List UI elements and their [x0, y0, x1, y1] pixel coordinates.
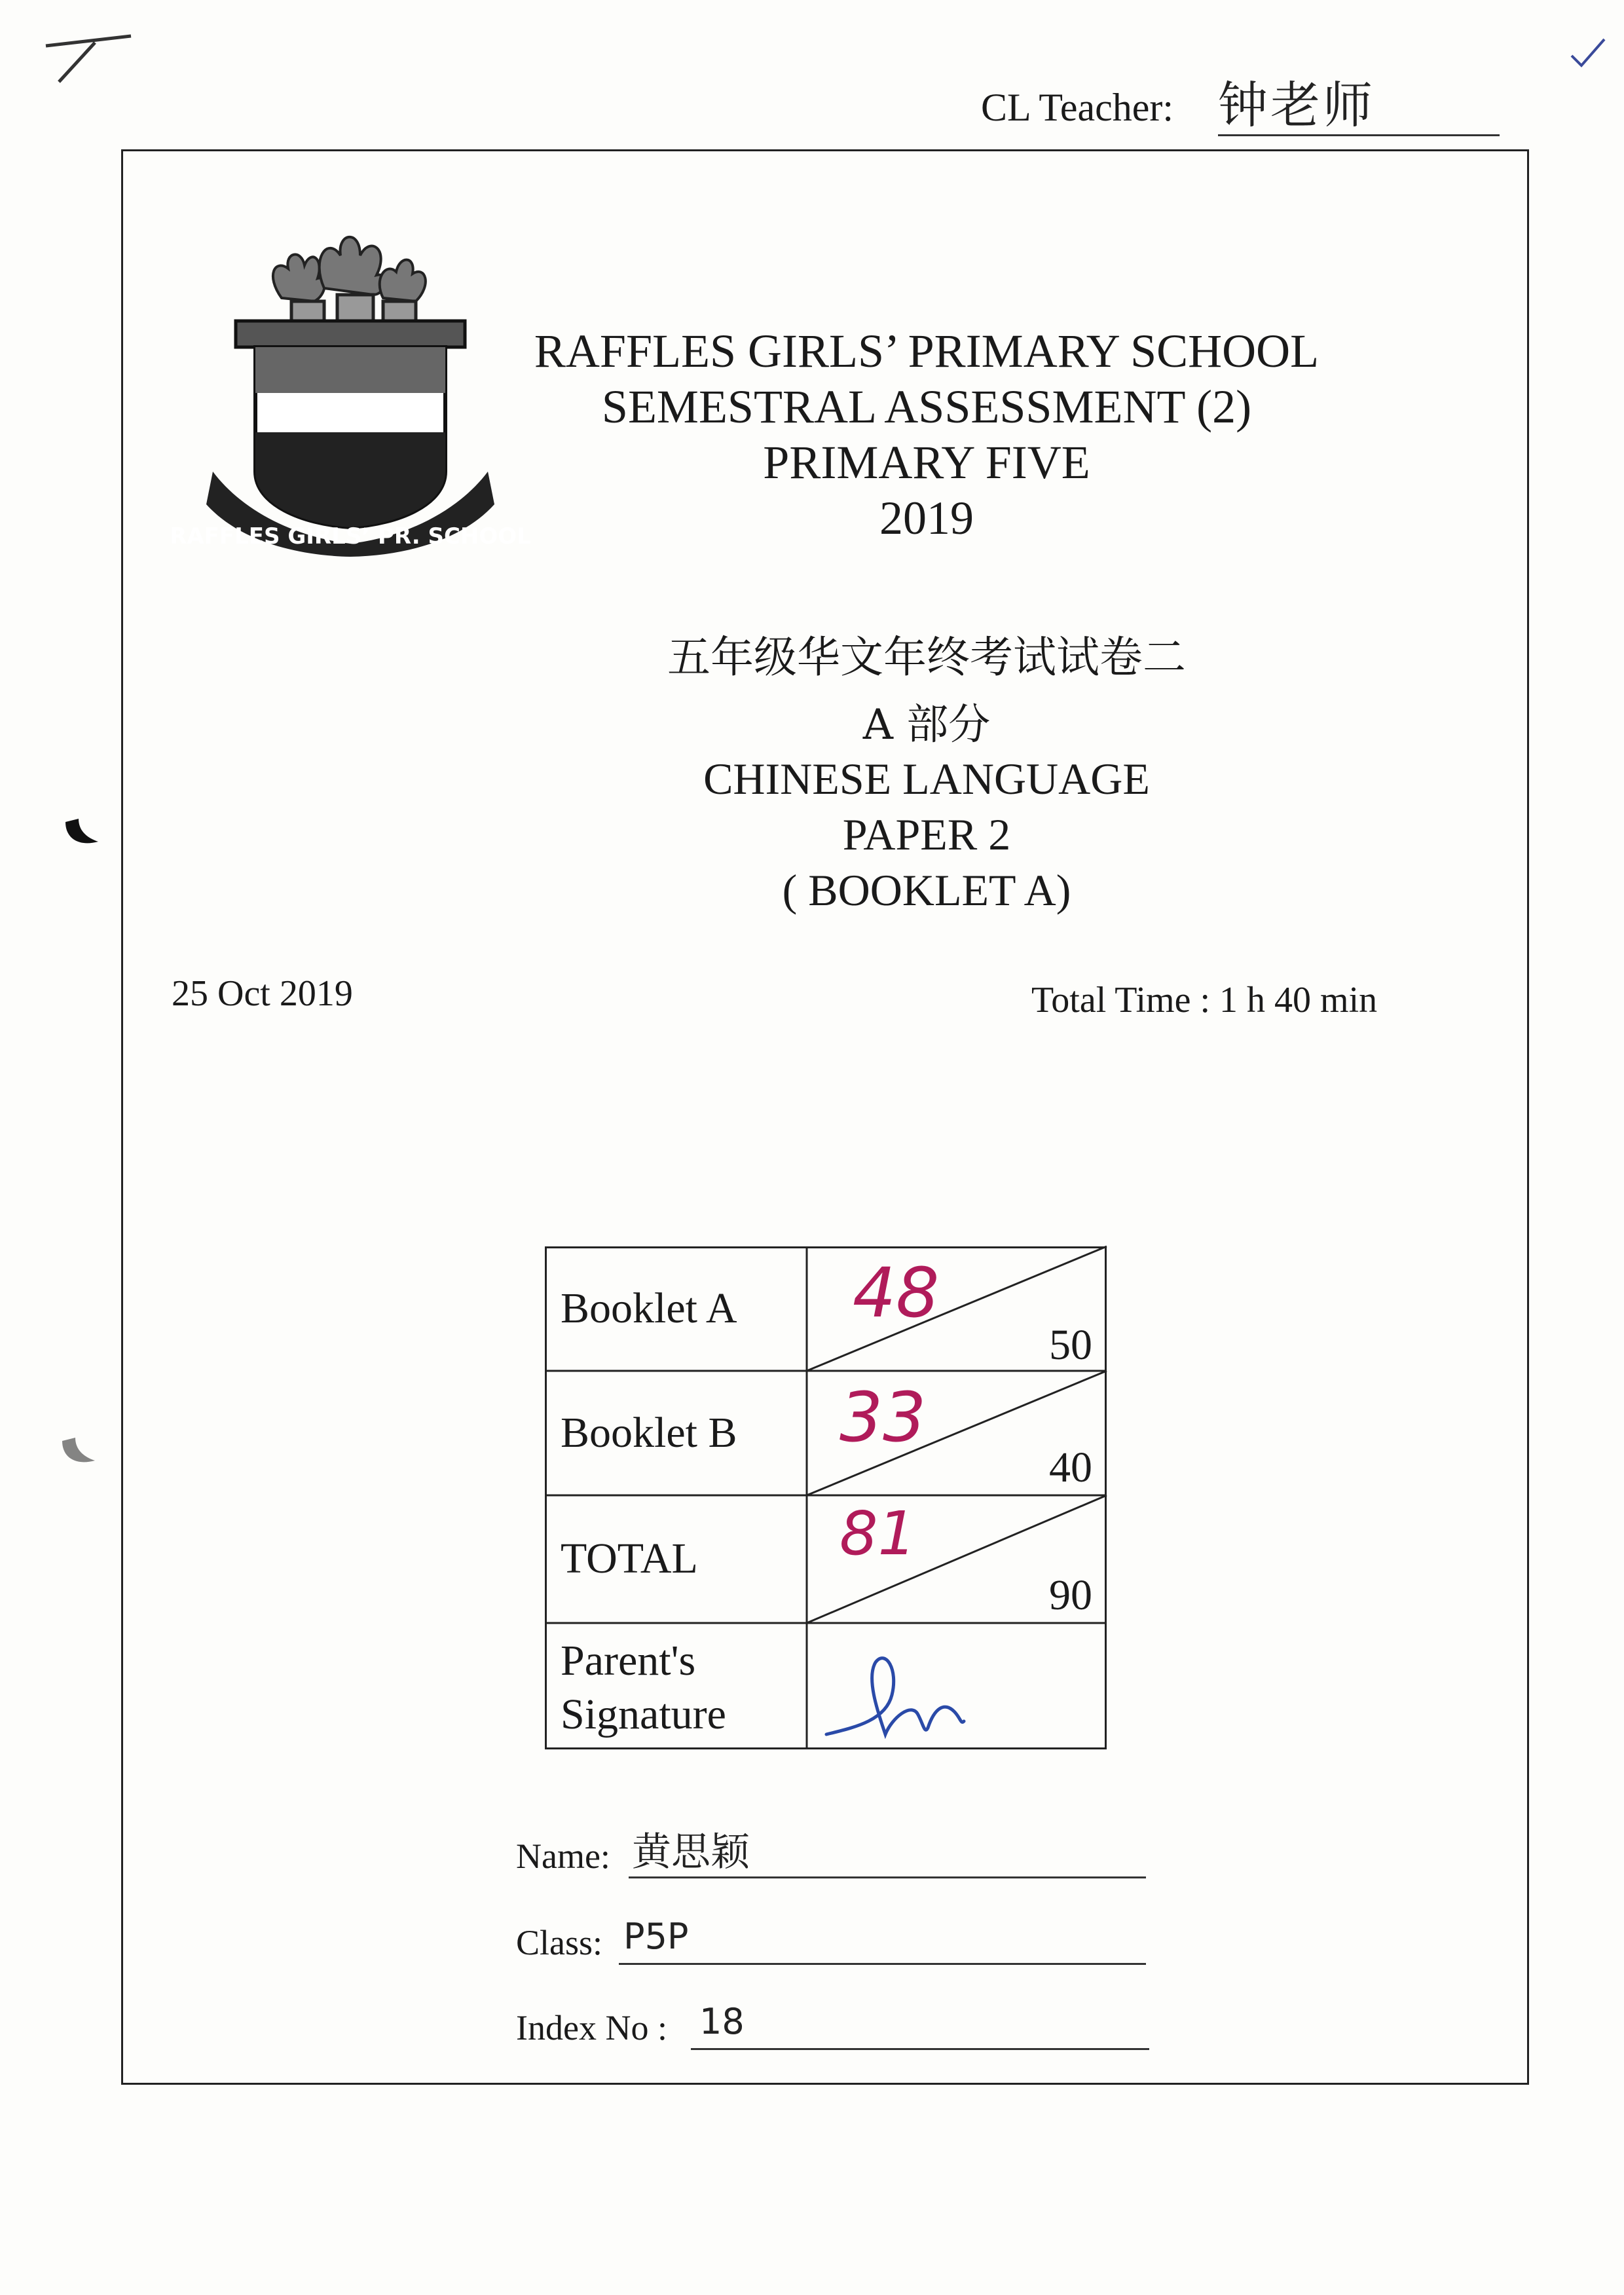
booklet-b-max: 40 [1049, 1444, 1092, 1491]
assessment-title: SEMESTRAL ASSESSMENT (2) [601, 381, 1252, 433]
tick-pen-mark [1559, 26, 1611, 85]
total-score: 81 [840, 1499, 917, 1569]
chinese-title: 五年级华文年终考试试卷二 [667, 632, 1186, 682]
level-title: PRIMARY FIVE [763, 436, 1090, 489]
parent-signature-label-line2: Signature [561, 1690, 726, 1738]
school-crest-logo [170, 196, 531, 557]
name-underline [629, 1876, 1146, 1878]
school-name: RAFFLES GIRLS’ PRIMARY SCHOOL [534, 325, 1320, 377]
corner-pen-mark [39, 26, 138, 85]
teacher-label: CL Teacher: [981, 86, 1173, 129]
total-time: Total Time : 1 h 40 min [1031, 980, 1378, 1020]
chinese-part: A 部分 [862, 701, 991, 749]
parent-signature-label [561, 1634, 726, 1742]
booklet-a-label: Booklet A [561, 1284, 737, 1332]
index-value-handwritten: 18 [699, 2001, 745, 2042]
binder-hole-top [62, 815, 101, 848]
booklet-a-score: 48 [853, 1253, 940, 1333]
booklet-a-max: 50 [1049, 1321, 1092, 1369]
total-label: TOTAL [561, 1535, 698, 1582]
booklet-title: ( BOOKLET A) [782, 865, 1071, 915]
class-value-handwritten: P5P [623, 1916, 689, 1957]
teacher-name-handwritten: 钟老师 [1218, 76, 1375, 134]
crest-ribbon-text: RAFFLES GIRLS’ PR. SCHOOL [170, 523, 531, 550]
paper-title: PAPER 2 [842, 810, 1011, 859]
booklet-b-score: 33 [840, 1377, 927, 1457]
score-table [545, 1246, 1107, 1749]
index-underline [691, 2048, 1149, 2050]
exam-date: 25 Oct 2019 [172, 973, 353, 1014]
class-underline [619, 1963, 1146, 1965]
class-label: Class: [516, 1923, 603, 1962]
name-value-handwritten: 黄思颖 [632, 1829, 750, 1875]
subject-title: CHINESE LANGUAGE [703, 754, 1150, 804]
parent-signature-scribble [813, 1630, 1101, 1747]
booklet-b-label: Booklet B [561, 1409, 737, 1457]
total-max: 90 [1049, 1571, 1092, 1619]
teacher-underline [1218, 134, 1500, 136]
binder-hole-bottom [59, 1434, 98, 1467]
name-label: Name: [516, 1837, 610, 1876]
year: 2019 [879, 492, 974, 544]
parent-signature-label-line1: Parent's [561, 1637, 696, 1685]
index-label: Index No : [516, 2008, 667, 2047]
